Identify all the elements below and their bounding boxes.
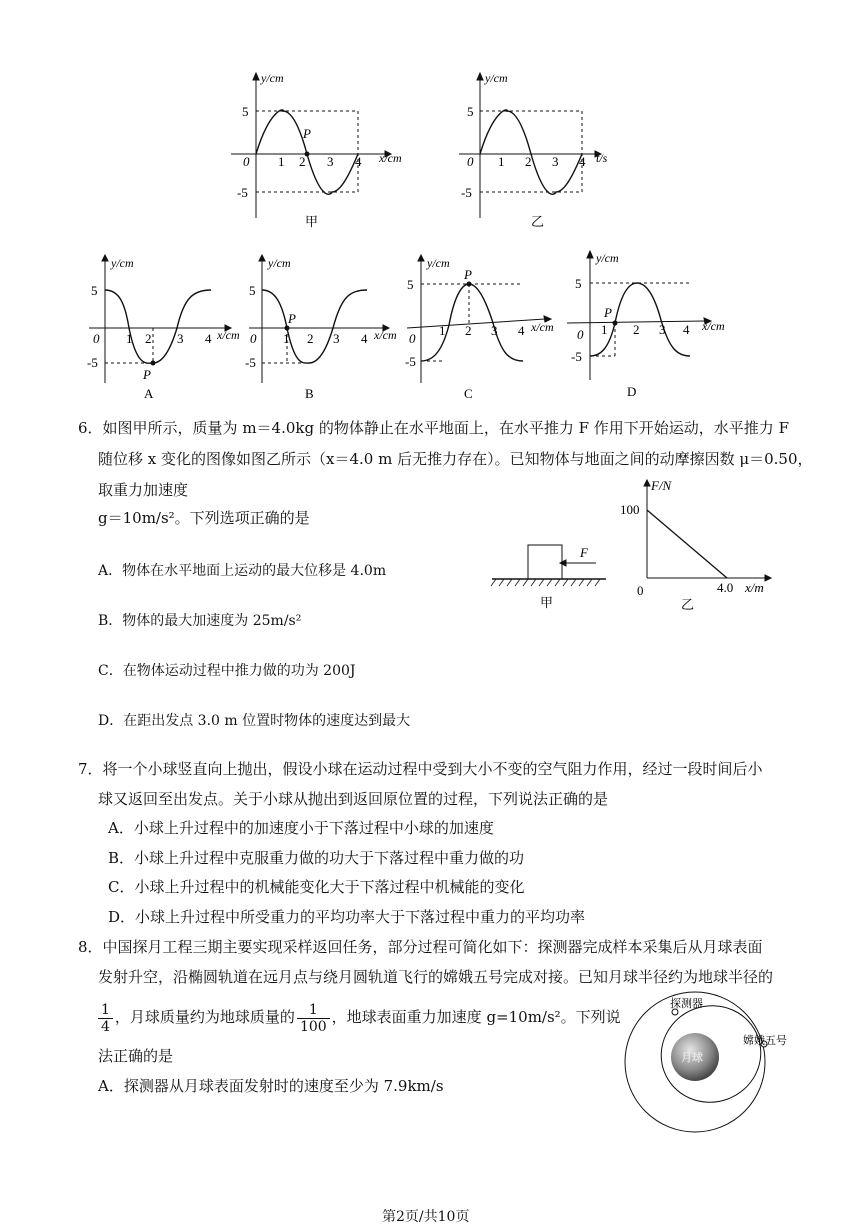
jia-xtick-3: 3 [327,154,334,169]
q7-option-d[interactable]: D．小球上升过程中所受重力的平均功率大于下落过程中重力的平均功率 [108,908,586,926]
q8-fraction-radius [98,1002,113,1035]
q6-line2: 随位移 x 变化的图像如图乙所示（x＝4.0 m 后无推力存在）。已知物体与地面之间的动摩擦因数 μ＝0.50， [98,450,813,468]
opt-a-origin: 0 [93,331,100,346]
q6-yi-xlabel: x/m [745,580,764,595]
q7-line1: 7．将一个小球竖直向上抛出，假设小球在运动过程中受到大小不变的空气阻力作用，经过一段时间后小 [78,760,763,778]
q6-jia-caption: 甲 [540,595,554,610]
opt-a-xlabel: x/cm [217,328,240,342]
yi-xtick-1: 1 [498,154,505,169]
q6-figure-yi [615,478,785,613]
q8-line3-mid: ，月球质量约为地球质量的 [114,1008,295,1026]
opt-c-xlabel: x/cm [531,320,554,334]
opt-b-xlabel: x/cm [374,328,397,342]
graph-yi [455,68,625,238]
q6-option-c[interactable]: C．在物体运动过程中推力做的功为 200J [98,663,356,679]
opt-d-ylabel: y/cm [596,251,619,265]
q6-option-d[interactable]: D．在距出发点 3.0 m 位置时物体的速度达到最大 [98,713,411,729]
yi-xtick-4: 4 [579,154,586,169]
frac1-den: 4 [101,1018,110,1035]
opt-a-caption: A [144,386,154,401]
q8-line4: 法正确的是 [98,1047,174,1065]
opt-a-xtick-2: 2 [145,331,152,346]
opt-b-xtick-4: 4 [361,331,368,346]
moon-label: 月球 [681,1052,703,1064]
opt-c-yval-5: 5 [407,277,414,292]
frac1-num: 1 [98,1002,113,1019]
jia-xtick-1: 1 [278,154,285,169]
probe-label: 探测器 [670,998,703,1010]
jia-yval-neg5: -5 [237,185,248,200]
opt-b-xtick-3: 3 [333,331,340,346]
opt-a-xtick-3: 3 [177,331,184,346]
page-number: 第2页/共10页 [382,1209,470,1225]
q8-line3-end: ，地球表面重力加速度 g=10m/s²。下列说 [331,1008,621,1026]
jia-xlabel: x/cm [379,151,402,165]
opt-d-point: P [604,305,612,320]
opt-c-caption: C [464,386,473,401]
jia-origin: 0 [243,154,250,169]
graph-option-b [245,253,405,403]
jia-xtick-4: 4 [355,154,362,169]
yi-yval-5: 5 [467,104,474,119]
opt-d-xtick-1: 1 [601,322,608,337]
opt-d-yval-5: 5 [575,276,582,291]
q8-fraction-mass [297,1002,330,1035]
graph-jia [225,68,415,238]
opt-b-ylabel: y/cm [268,256,291,270]
opt-c-xtick-4: 4 [518,323,525,338]
graph-option-c [405,253,570,403]
ce5-label: 嫦娥五号 [743,1035,787,1047]
opt-b-caption: B [305,386,314,401]
opt-a-yval-neg5: -5 [87,355,98,370]
opt-d-caption: D [627,384,637,399]
jia-xtick-2: 2 [299,154,306,169]
q6-force-label: F [580,545,588,560]
q6-line1: 6．如图甲所示，质量为 m＝4.0kg 的物体静止在水平地面上，在水平推力 F 作用下开始运动，水平推力 F [78,419,789,437]
yi-caption: 乙 [531,214,545,229]
yi-xtick-3: 3 [552,154,559,169]
jia-ylabel: y/cm [261,71,284,85]
opt-d-yval-neg5: -5 [571,349,582,364]
opt-d-xtick-4: 4 [683,322,690,337]
opt-d-xtick-2: 2 [633,322,640,337]
q8-orbit-figure [615,990,810,1135]
q6-option-a[interactable]: A．物体在水平地面上运动的最大位移是 4.0m [98,563,387,579]
opt-c-xtick-3: 3 [491,323,498,338]
q6-line3: 取重力加速度 [98,481,189,499]
opt-d-xtick-3: 3 [659,322,666,337]
yi-yval-neg5: -5 [461,185,472,200]
opt-d-origin: 0 [577,327,584,342]
opt-c-origin: 0 [409,331,416,346]
yi-xlabel: t/s [596,151,608,165]
graph-option-a [85,253,250,403]
q6-yi-xval: 4.0 [717,580,734,595]
q7-option-a[interactable]: A．小球上升过程中的加速度小于下落过程中小球的加速度 [108,819,494,837]
opt-b-yval-5: 5 [249,283,256,298]
q8-option-a[interactable]: A．探测器从月球表面发射时的速度至少为 7.9km/s [98,1077,444,1095]
frac2-num: 1 [297,1002,330,1019]
opt-b-origin: 0 [250,331,257,346]
q6-option-b[interactable]: B．物体的最大加速度为 25m/s² [98,613,302,629]
jia-caption: 甲 [305,214,319,229]
opt-c-ylabel: y/cm [427,256,450,270]
opt-c-yval-neg5: -5 [405,354,416,369]
jia-point-label: P [303,126,311,141]
opt-a-xtick-1: 1 [126,331,133,346]
opt-b-point: P [288,311,296,326]
q8-line1: 8．中国探月工程三期主要实现采样返回任务，部分过程可简化如下：探测器完成样本采集后从月球表面 [78,938,763,956]
q6-yi-caption: 乙 [681,597,695,612]
q6-yi-ylabel: F/N [651,478,672,493]
opt-b-xtick-2: 2 [307,331,314,346]
q6-yi-yval: 100 [620,502,640,517]
jia-yval-5: 5 [242,104,249,119]
q7-option-b[interactable]: B．小球上升过程中克服重力做的功大于下落过程中重力做的功 [108,849,525,867]
graph-option-d [565,248,740,403]
opt-b-xtick-1: 1 [283,331,290,346]
q6-figure-jia [488,535,613,615]
opt-a-xtick-4: 4 [205,331,212,346]
opt-c-xtick-1: 1 [439,323,446,338]
yi-ylabel: y/cm [485,71,508,85]
q8-line3 [96,997,621,1037]
opt-b-yval-neg5: -5 [245,355,256,370]
q6-yi-origin: 0 [637,583,644,598]
q7-line2: 球又返回至出发点。关于小球从抛出到返回原位置的过程，下列说法正确的是 [98,790,609,808]
opt-a-yval-5: 5 [91,283,98,298]
q6-line4: g＝10m/s²。下列选项正确的是 [98,509,310,527]
yi-origin: 0 [467,154,474,169]
q7-option-c[interactable]: C．小球上升过程中的机械能变化大于下落过程中机械能的变化 [108,878,525,896]
yi-xtick-2: 2 [525,154,532,169]
opt-a-ylabel: y/cm [111,256,134,270]
opt-c-xtick-2: 2 [465,323,472,338]
opt-a-point: P [143,367,151,382]
opt-c-point: P [464,267,472,282]
frac2-den: 100 [299,1018,327,1035]
opt-d-xlabel: x/cm [702,319,725,333]
q8-line2: 发射升空，沿椭圆轨道在远月点与绕月圆轨道飞行的嫦娥五号完成对接。已知月球半径约为地球半径的 [98,968,774,986]
